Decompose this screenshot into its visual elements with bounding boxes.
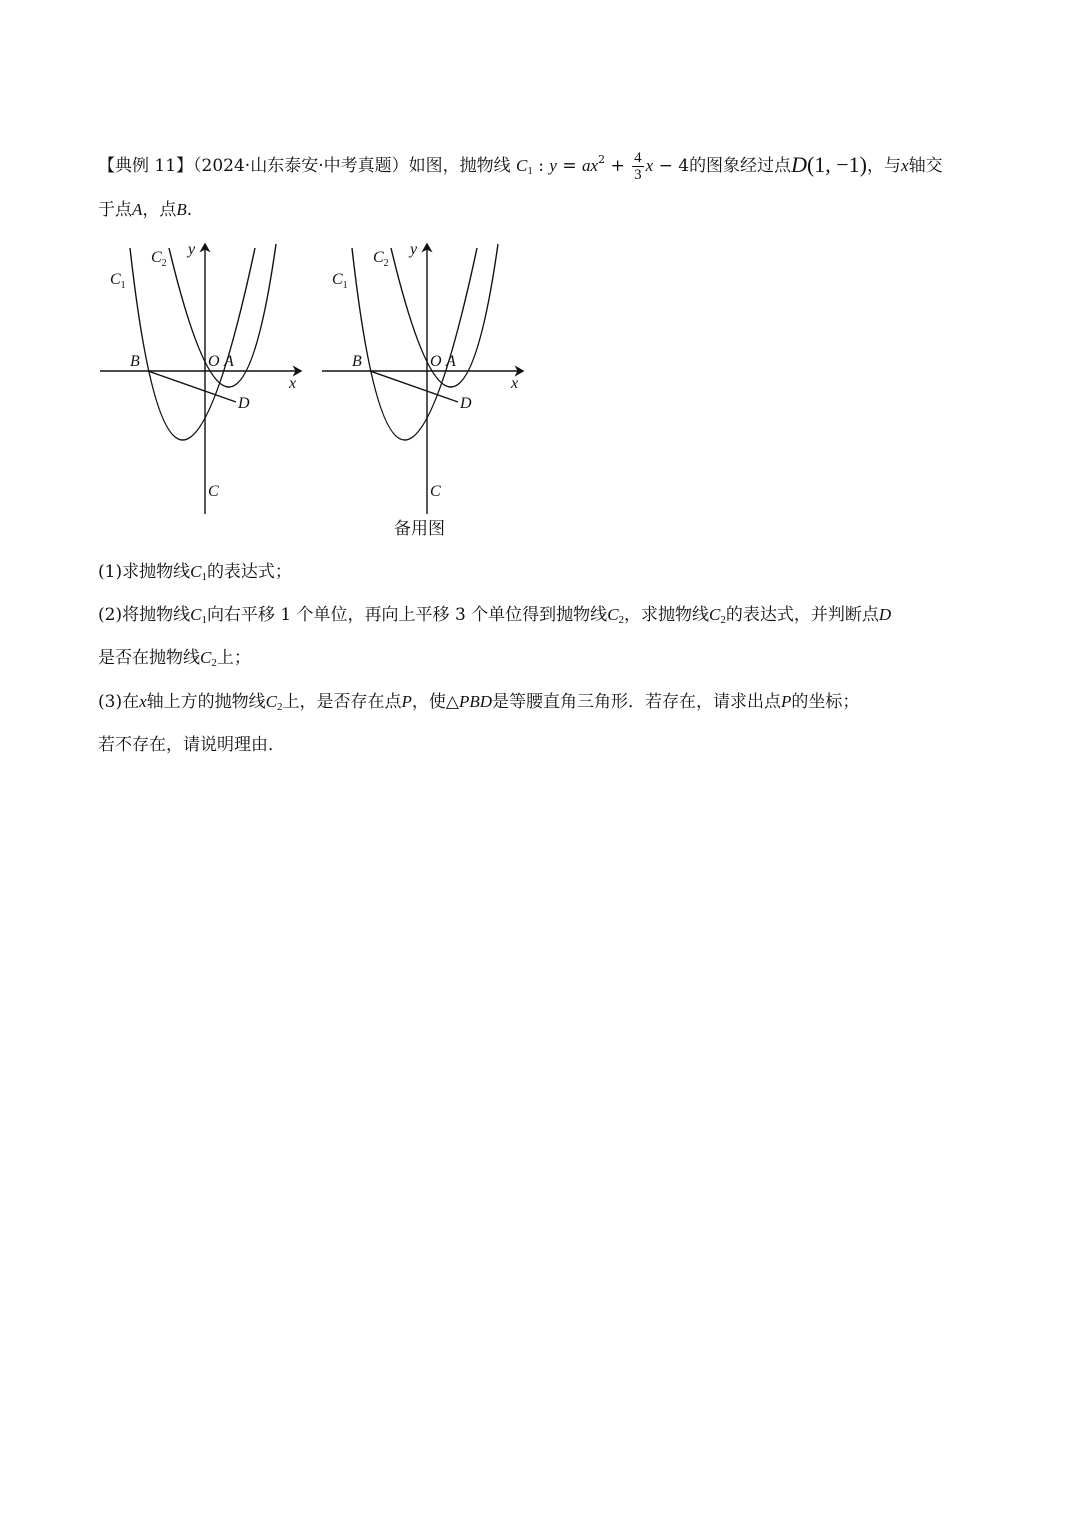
label-c2: $C_2$ <box>373 249 389 269</box>
point-p-ref: P <box>401 692 412 711</box>
eq-ax: ax <box>582 156 599 175</box>
axis-x-ref: x <box>139 692 147 711</box>
label-d: D <box>238 395 250 412</box>
label-a: A <box>224 353 234 370</box>
line2-text-b: ，点 <box>142 200 177 220</box>
point-d-coords: (1, −1) <box>806 152 868 177</box>
label-c2: $C_2$ <box>151 249 167 269</box>
parabola-figure-spare <box>318 232 533 517</box>
curve-c2-ref: $C_2$ <box>200 648 217 669</box>
curve-c1: $C_1$ <box>516 156 533 177</box>
label-o: O <box>430 353 442 370</box>
curve-c1-path <box>130 248 255 440</box>
eq-equals: = <box>556 156 583 176</box>
triangle-pbd: PBD <box>458 692 492 711</box>
eq-minus-4: − 4 <box>653 156 690 176</box>
curve-c2-path <box>169 244 276 387</box>
label-y: y <box>188 241 196 258</box>
label-y: y <box>410 241 418 258</box>
label-x: x <box>511 375 519 392</box>
eq-x: x <box>645 156 654 175</box>
intro-text-2: 的图象经过点 <box>689 156 792 176</box>
problem-source: （2024·山东泰安·中考真题） <box>193 156 409 176</box>
triangle-symbol: △ <box>445 692 459 712</box>
example-tag: 【典例 11】 <box>98 156 194 176</box>
question-3-line-2: 若不存在，请说明理由． <box>98 735 285 755</box>
curve-c1-path <box>352 248 477 440</box>
label-d: D <box>460 395 472 412</box>
curve-c2-ref: $C_2$ <box>709 605 726 626</box>
figure-caption: 备用图 <box>394 519 445 539</box>
label-a: A <box>446 353 456 370</box>
point-p-ref: P <box>781 692 792 711</box>
curve-c1-ref: $C_1$ <box>190 605 207 626</box>
problem-line-1 <box>98 148 943 183</box>
label-c1: $C_1$ <box>332 271 348 291</box>
intro-text-3: ，与 <box>867 156 902 176</box>
point-b-label: B <box>176 200 187 219</box>
curve-c2-ref: $C_2$ <box>265 692 283 713</box>
axis-x-label: x <box>901 156 909 175</box>
fraction-4-3: $\frac{4}{3}$ <box>634 150 642 183</box>
point-d-ref: D <box>878 605 892 624</box>
eq-plus: + <box>605 156 631 176</box>
label-b: B <box>352 353 362 370</box>
eq-colon: : <box>532 156 550 176</box>
label-x: x <box>289 375 297 392</box>
label-c1: $C_1$ <box>110 271 126 291</box>
eq-y: y <box>549 156 557 175</box>
intro-text-4: 轴交 <box>908 156 943 176</box>
question-2-line-1: (2)将抛物线$C_1$向右平移 1 个单位，再向上平移 3 个单位得到抛物线$C_2$，求抛物线$C_2$的表达式，并判断点D <box>98 605 892 626</box>
label-c: C <box>430 483 441 500</box>
label-c: C <box>208 483 219 500</box>
curve-c1-ref: $C_1$ <box>190 562 207 583</box>
point-d-label: D <box>791 152 807 177</box>
question-3-line-1: (3)在x轴上方的抛物线$C_2$上，是否存在点P，使△PBD是等腰直角三角形．若存在，请求出点P的坐标； <box>98 692 860 713</box>
curve-c2-path <box>391 244 498 387</box>
label-b: B <box>130 353 140 370</box>
line2-text-a: 于点 <box>98 200 132 220</box>
eq-square: 2 <box>598 153 606 166</box>
label-o: O <box>208 353 220 370</box>
question-1: (1)求抛物线$C_1$的表达式； <box>98 562 292 583</box>
problem-line-2 <box>98 198 192 222</box>
line2-period: . <box>186 200 193 220</box>
point-a-label: A <box>132 200 143 219</box>
question-2-line-2: 是否在抛物线$C_2$上； <box>98 648 251 669</box>
intro-text: 如图，抛物线 <box>408 156 511 176</box>
parabola-figure-main <box>96 232 311 517</box>
curve-c2-ref: $C_2$ <box>607 605 625 626</box>
